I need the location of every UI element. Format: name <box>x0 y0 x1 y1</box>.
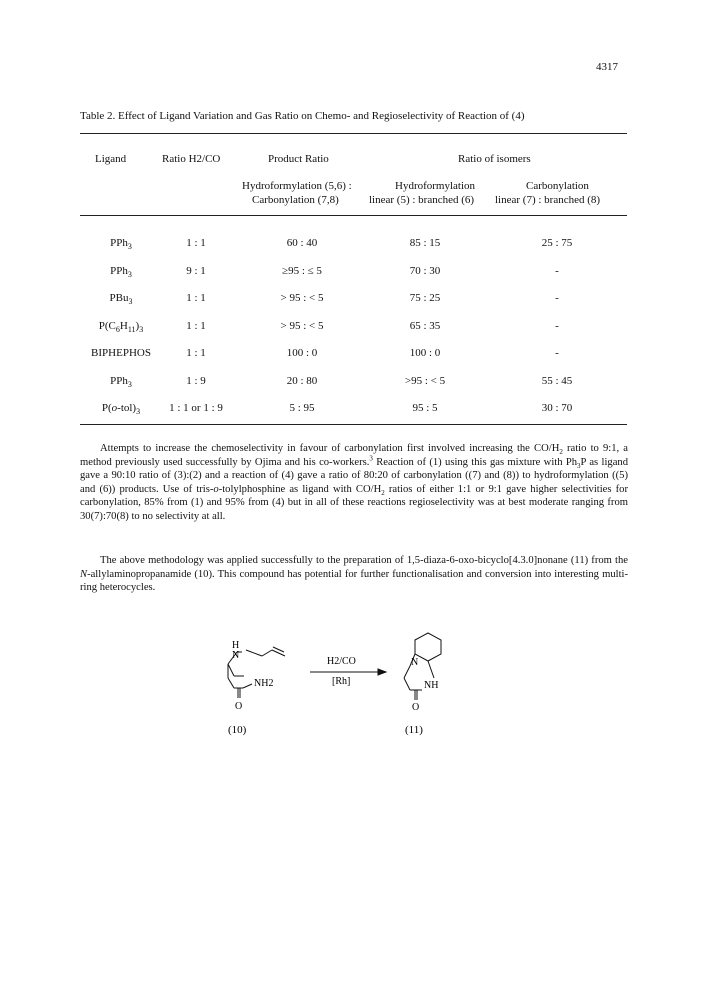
table-cell-product: ≥95 : ≤ 5 <box>282 264 322 277</box>
header-ligand: Ligand <box>95 153 127 165</box>
header-product-ratio: Product Ratio <box>268 153 329 165</box>
table-cell-ligand: PPh$_3$ <box>110 237 132 252</box>
table-cell-product: 60 : 40 <box>286 237 318 249</box>
table-cell-ligand: BIPHEPHOS <box>91 347 151 359</box>
reagent-top: H2/CO <box>327 656 356 667</box>
table-cell-carb: 25 : 75 <box>541 237 573 249</box>
table-header-rule <box>80 215 627 216</box>
table-bottom-rule <box>80 424 627 425</box>
header-hydro-title: Hydroformylation <box>395 180 476 192</box>
table-cell-product: 5 : 95 <box>289 402 315 414</box>
table-cell-carb: 30 : 70 <box>541 402 573 414</box>
compound-label-10: (10) <box>228 724 247 736</box>
table-caption: Table 2. Effect of Ligand Variation and Gas Ratio on Chemo- and Regioselectivity of Reaction of (4) <box>80 110 525 122</box>
atom-n-10: N <box>232 650 240 661</box>
table-cell-ratio: 1 : 1 <box>186 347 206 359</box>
table-cell-hydro: 85 : 15 <box>409 237 441 249</box>
table-cell-carb: 55 : 45 <box>541 374 573 387</box>
table-cell-ratio: 1 : 1 <box>186 319 206 332</box>
table-cell-carb: - <box>555 319 559 332</box>
paragraph-1: Attempts to increase the chemoselectivity in favour of carbonylation first involved increasing the $CO/H_2$ ratio to 9:1, a method previously used successfully by Ojima and his co-workers.$^3$ Reaction of (1) using this gas mixture with $Ph_3P$ as ligand gave a 90:10 ratio of (3):(2) and a reaction of (4) gave a ratio of 80:20 of carbonylation ((7) and (8)) to hydroformylation ((5) and (6)) products. Use of tris-o-tolylphosphine as ligand with $CO/H_2$ ratios of either 1:1 or 9:1 gave higher selectivities for carbonylation, 85% from (1) and 95% from (4) but in all of these reactions regioselectivity was at best moderate ranging from 30(7):70(8) to no selectivity at all. <box>80 443 629 522</box>
atom-nh2: NH2 <box>254 678 274 689</box>
table-cell-ligand: $P(C_6H_{11})_3$ <box>98 319 144 334</box>
table-cell-carb: - <box>555 292 559 304</box>
table-top-rule <box>80 133 627 134</box>
table-cell-ratio: 1 : 1 or 1 : 9 <box>169 402 223 414</box>
header-ratio: Ratio H2/CO <box>162 153 221 165</box>
header-hydro-carb-2: Carbonylation (7,8) <box>252 194 339 206</box>
header-ratio-isomers: Ratio of isomers <box>458 153 531 165</box>
table-cell-hydro: 70 : 30 <box>409 264 441 277</box>
table-cell-product: > 95 : < 5 <box>280 319 324 332</box>
table-cell-carb: - <box>555 347 559 359</box>
header-hydro-carb-1: Hydroformylation (5,6) : <box>242 180 352 192</box>
paragraph-2: The above methodology was applied successfully to the preparation of 1,5-diaza-6-oxo-bicyclo[4.3.0]nonane (11) from the N-allylaminopropanamide (10). This compound has potential for further functionalisation and conversion into interesting multi-ring heterocycles. <box>80 555 628 594</box>
atom-o-11: O <box>412 702 420 713</box>
header-hydro-sub: linear (5) : branched (6) <box>369 194 475 206</box>
page-number: 4317 <box>596 61 618 73</box>
compound-label-11: (11) <box>405 724 423 736</box>
table-cell-product: 100 : 0 <box>286 347 318 359</box>
table-cell-ratio: 1 : 9 <box>186 374 206 387</box>
table-cell-carb: - <box>555 264 559 277</box>
header-carb-title: Carbonylation <box>526 180 589 192</box>
atom-h: H <box>232 640 240 651</box>
table-cell-ratio: 9 : 1 <box>186 264 206 277</box>
table-cell-product: > 95 : < 5 <box>280 292 324 304</box>
table-cell-ligand: PPh$_3$ <box>110 374 132 389</box>
table-cell-product: 20 : 80 <box>286 374 318 387</box>
table-cell-hydro: 65 : 35 <box>409 319 441 332</box>
reagent-bottom: [Rh] <box>332 676 351 687</box>
table-cell-hydro: 75 : 25 <box>409 292 441 304</box>
table-cell-ligand: PPh$_3$ <box>110 264 132 279</box>
table-cell-hydro: 95 : 5 <box>412 402 438 414</box>
atom-o-10: O <box>235 701 243 712</box>
reaction-scheme <box>0 620 701 750</box>
table-cell-ligand: PBu$_3$ <box>109 292 133 307</box>
table-cell-ratio: 1 : 1 <box>186 292 206 304</box>
table-cell-ligand: $P(o-tol)_3$ <box>101 402 141 417</box>
table-cell-ratio: 1 : 1 <box>186 237 206 249</box>
table-cell-hydro: >95 : < 5 <box>404 374 446 387</box>
table-cell-hydro: 100 : 0 <box>409 347 441 359</box>
atom-n-11: N <box>411 657 419 668</box>
atom-nh: NH <box>424 680 439 691</box>
header-carb-sub: linear (7) : branched (8) <box>495 194 601 206</box>
